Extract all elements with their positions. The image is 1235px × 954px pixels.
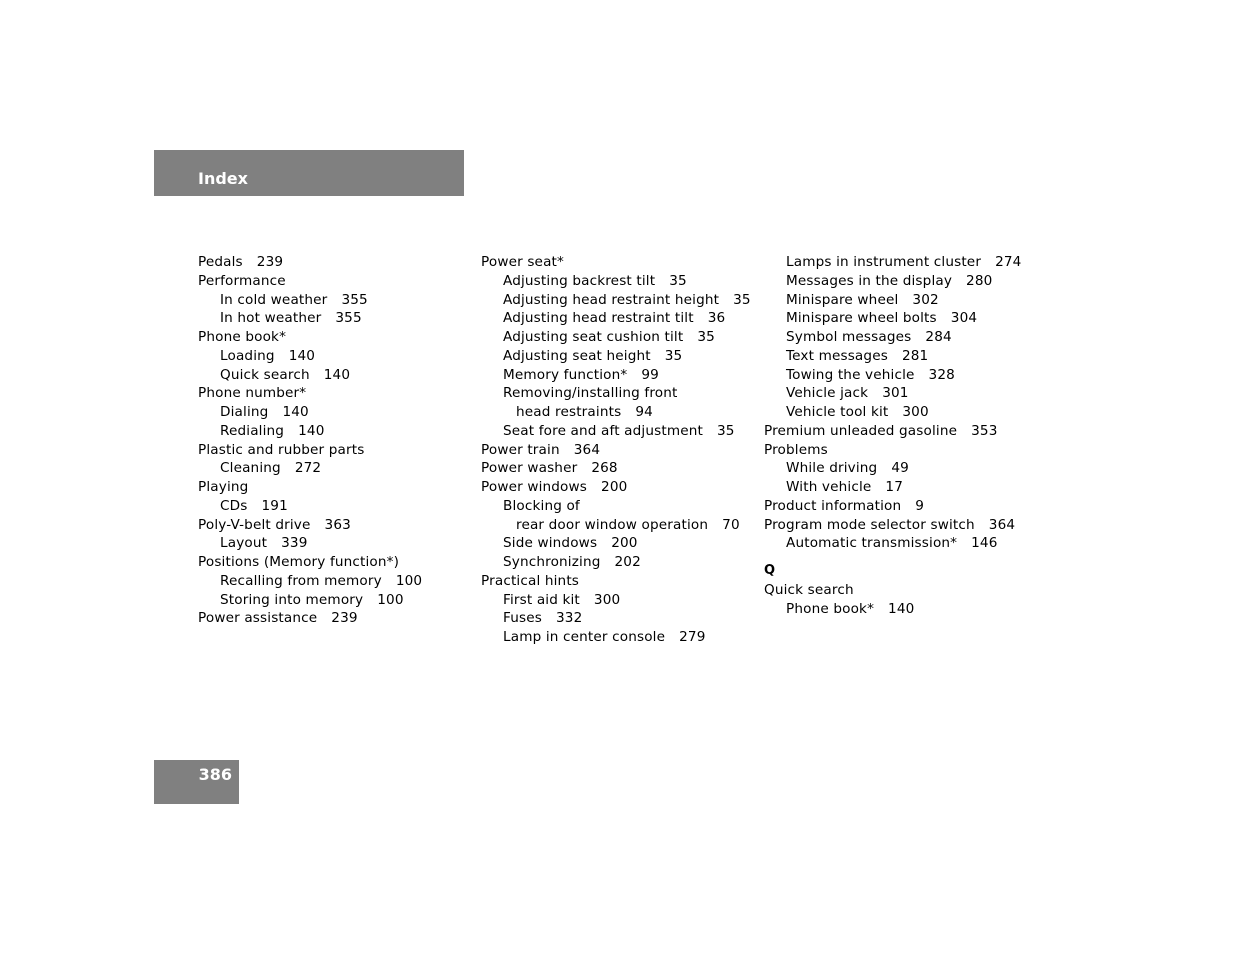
index-term: Program mode selector switch — [764, 516, 975, 533]
index-entry — [764, 497, 1044, 516]
index-page-ref[interactable]: 99 — [641, 366, 659, 383]
page-number-tab — [154, 760, 239, 804]
index-entry — [764, 581, 1044, 600]
index-page-ref[interactable]: 239 — [256, 254, 284, 270]
index-term: Premium unleaded gasoline — [764, 422, 958, 439]
index-entry — [764, 328, 1044, 347]
index-entry — [764, 366, 1044, 385]
index-entry — [198, 253, 478, 272]
index-term: head restraints — [516, 404, 622, 420]
index-entry — [764, 422, 1044, 441]
index-page-ref[interactable]: 35 — [664, 347, 683, 364]
index-term: In cold weather — [220, 291, 328, 308]
index-entry — [481, 422, 761, 441]
index-page-ref[interactable]: 284 — [925, 329, 952, 345]
index-page-ref[interactable]: 49 — [891, 460, 909, 477]
index-entry — [481, 553, 761, 572]
index-page-ref[interactable]: 279 — [679, 629, 706, 645]
index-entry — [764, 309, 1044, 328]
index-column-1 — [198, 253, 478, 628]
index-page-ref[interactable]: 200 — [601, 479, 628, 495]
index-entry — [198, 478, 478, 497]
index-entry — [481, 253, 761, 272]
index-page-ref[interactable]: 35 — [717, 422, 735, 439]
index-page-ref[interactable]: 100 — [395, 572, 423, 589]
index-entry — [198, 347, 478, 366]
index-entry — [764, 441, 1044, 460]
index-entry — [198, 441, 478, 460]
index-page-ref[interactable]: 35 — [697, 329, 715, 345]
index-entry — [198, 459, 478, 478]
index-term: Adjusting head restraint height — [503, 291, 720, 308]
index-term: Side windows — [503, 535, 598, 552]
index-page-ref[interactable]: 140 — [298, 422, 325, 439]
page-number: 386 — [198, 765, 232, 784]
index-term: CDs — [220, 497, 248, 514]
index-page-ref[interactable]: 36 — [707, 310, 726, 327]
index-entry — [481, 291, 761, 310]
index-page-ref[interactable]: 94 — [635, 404, 653, 420]
index-term: Phone book* — [198, 329, 287, 345]
index-entry — [198, 609, 478, 628]
index-page-ref[interactable]: 200 — [611, 535, 638, 552]
index-column-3 — [764, 253, 1044, 618]
index-term: Removing/installing front — [503, 385, 678, 402]
index-entry — [198, 366, 478, 385]
index-term: Product information — [764, 497, 902, 514]
index-entry — [198, 497, 478, 516]
index-term: Text messages — [786, 347, 888, 364]
index-entry — [764, 253, 1044, 272]
index-term: Adjusting seat cushion tilt — [503, 329, 684, 345]
index-page-ref[interactable]: 301 — [882, 385, 909, 402]
index-entry — [764, 534, 1044, 553]
index-entry — [481, 441, 761, 460]
index-term: Power assistance — [198, 610, 318, 627]
index-page-ref[interactable]: 353 — [971, 422, 998, 439]
index-entry — [481, 497, 761, 516]
index-column-2 — [481, 253, 761, 647]
index-entry — [764, 516, 1044, 535]
index-term: Vehicle jack — [786, 385, 869, 402]
index-page-ref[interactable]: 274 — [995, 254, 1022, 270]
index-term: While driving — [786, 460, 878, 477]
index-term: Power train — [481, 441, 560, 458]
index-entry — [764, 347, 1044, 366]
index-term: Power windows — [481, 479, 588, 495]
index-page-ref[interactable]: 202 — [614, 554, 641, 570]
index-page-ref[interactable]: 302 — [912, 291, 939, 308]
index-page-ref[interactable]: 100 — [377, 591, 404, 608]
index-entry — [198, 328, 478, 347]
index-term: Synchronizing — [503, 554, 601, 570]
index-term: Layout — [220, 535, 268, 552]
index-term: Power washer — [481, 460, 578, 477]
index-term: Positions (Memory function*) — [198, 554, 400, 570]
page-title: Index — [198, 169, 248, 188]
index-page-ref[interactable]: 272 — [294, 460, 322, 477]
index-term: Quick search — [764, 581, 854, 598]
index-page-ref[interactable]: 355 — [335, 310, 362, 327]
index-entry — [481, 609, 761, 628]
index-term: Redialing — [220, 422, 285, 439]
index-term: Recalling from memory — [220, 572, 382, 589]
index-term: In hot weather — [220, 310, 322, 327]
index-entry — [764, 291, 1044, 310]
index-entry — [198, 384, 478, 403]
index-entry — [198, 516, 478, 535]
index-page-ref[interactable]: 140 — [888, 600, 915, 617]
index-page-ref[interactable]: 146 — [971, 535, 998, 552]
index-page-ref[interactable]: 239 — [331, 610, 358, 627]
index-page-ref[interactable]: 364 — [988, 516, 1016, 533]
index-term: Phone book* — [786, 600, 875, 617]
index-term: First aid kit — [503, 591, 580, 608]
index-page-ref[interactable]: 191 — [261, 497, 288, 514]
index-entry — [198, 291, 478, 310]
index-entry — [764, 600, 1044, 619]
index-term: Blocking of — [503, 497, 580, 514]
index-term: Quick search — [220, 366, 310, 383]
index-entry — [481, 272, 761, 291]
index-page-ref[interactable]: 35 — [733, 291, 751, 308]
index-entry — [481, 328, 761, 347]
index-term: Towing the vehicle — [786, 366, 915, 383]
index-entry — [481, 591, 761, 610]
index-term: Lamps in instrument cluster — [786, 254, 982, 270]
index-entry — [764, 459, 1044, 478]
index-page-ref[interactable]: 140 — [323, 366, 351, 383]
index-term: Poly-V-belt drive — [198, 516, 311, 533]
index-term: Lamp in center console — [503, 629, 666, 645]
index-page-ref[interactable]: 9 — [915, 497, 925, 514]
index-term: Seat fore and aft adjustment — [503, 422, 703, 439]
index-page-ref[interactable]: 332 — [555, 610, 583, 627]
index-term: Power seat* — [481, 254, 564, 270]
index-term: Storing into memory — [220, 591, 364, 608]
index-letter-heading — [764, 562, 1044, 581]
index-page-ref[interactable]: 140 — [282, 404, 309, 420]
index-entry — [481, 478, 761, 497]
index-entry — [198, 422, 478, 441]
index-term: Adjusting seat height — [503, 347, 651, 364]
index-entry — [198, 591, 478, 610]
index-header-bar — [154, 150, 464, 196]
index-term: Memory function* — [503, 366, 628, 383]
index-term: Automatic transmission* — [786, 535, 958, 552]
index-page-ref[interactable]: 363 — [324, 516, 351, 533]
index-term: With vehicle — [786, 479, 872, 495]
index-page-ref[interactable]: 140 — [288, 347, 316, 364]
index-entry — [198, 534, 478, 553]
index-term: Q — [764, 563, 776, 578]
index-term: Minispare wheel bolts — [786, 310, 937, 327]
index-entry — [764, 478, 1044, 497]
index-term: Practical hints — [481, 572, 580, 589]
index-entry — [198, 272, 478, 291]
index-term: Fuses — [503, 610, 542, 627]
index-term: Performance — [198, 272, 286, 289]
index-term: Adjusting backrest tilt — [503, 272, 656, 289]
index-term: Cleaning — [220, 460, 281, 477]
index-entry — [764, 384, 1044, 403]
index-entry — [764, 272, 1044, 291]
index-entry — [481, 628, 761, 647]
index-entry — [198, 309, 478, 328]
index-page-ref[interactable]: 339 — [281, 535, 308, 552]
index-term: Playing — [198, 479, 249, 495]
index-entry — [481, 516, 761, 535]
index-term: Minispare wheel — [786, 291, 899, 308]
index-term: Pedals — [198, 254, 243, 270]
index-term: Vehicle tool kit — [786, 404, 889, 420]
index-entry — [764, 403, 1044, 422]
index-entry — [198, 553, 478, 572]
index-term: Phone number* — [198, 385, 307, 402]
index-page-ref[interactable]: 70 — [722, 516, 740, 533]
index-entry — [481, 384, 761, 403]
index-term: Adjusting head restraint tilt — [503, 310, 694, 327]
index-term: Plastic and rubber parts — [198, 441, 365, 458]
index-page-ref[interactable]: 17 — [885, 479, 904, 495]
index-term: Loading — [220, 347, 275, 364]
index-entry — [481, 366, 761, 385]
index-page-ref[interactable]: 304 — [950, 310, 978, 327]
index-entry — [481, 459, 761, 478]
index-page-ref[interactable]: 355 — [341, 291, 368, 308]
index-term: Dialing — [220, 404, 269, 420]
index-page-ref[interactable]: 328 — [928, 366, 955, 383]
index-term: Problems — [764, 441, 828, 458]
index-page-ref[interactable]: 300 — [902, 404, 929, 420]
index-page-ref[interactable]: 268 — [591, 460, 618, 477]
index-page-ref[interactable]: 300 — [593, 591, 621, 608]
index-page-ref[interactable]: 364 — [573, 441, 601, 458]
index-page-ref[interactable]: 280 — [966, 272, 993, 289]
index-entry — [481, 534, 761, 553]
index-entry — [481, 403, 761, 422]
index-page-ref[interactable]: 281 — [901, 347, 929, 364]
index-term: Messages in the display — [786, 272, 953, 289]
index-term: Symbol messages — [786, 329, 912, 345]
index-entry — [481, 572, 761, 591]
index-entry — [481, 309, 761, 328]
index-entry — [481, 347, 761, 366]
index-page-ref[interactable]: 35 — [669, 272, 687, 289]
index-entry — [198, 572, 478, 591]
index-term: rear door window operation — [516, 516, 709, 533]
index-entry — [198, 403, 478, 422]
